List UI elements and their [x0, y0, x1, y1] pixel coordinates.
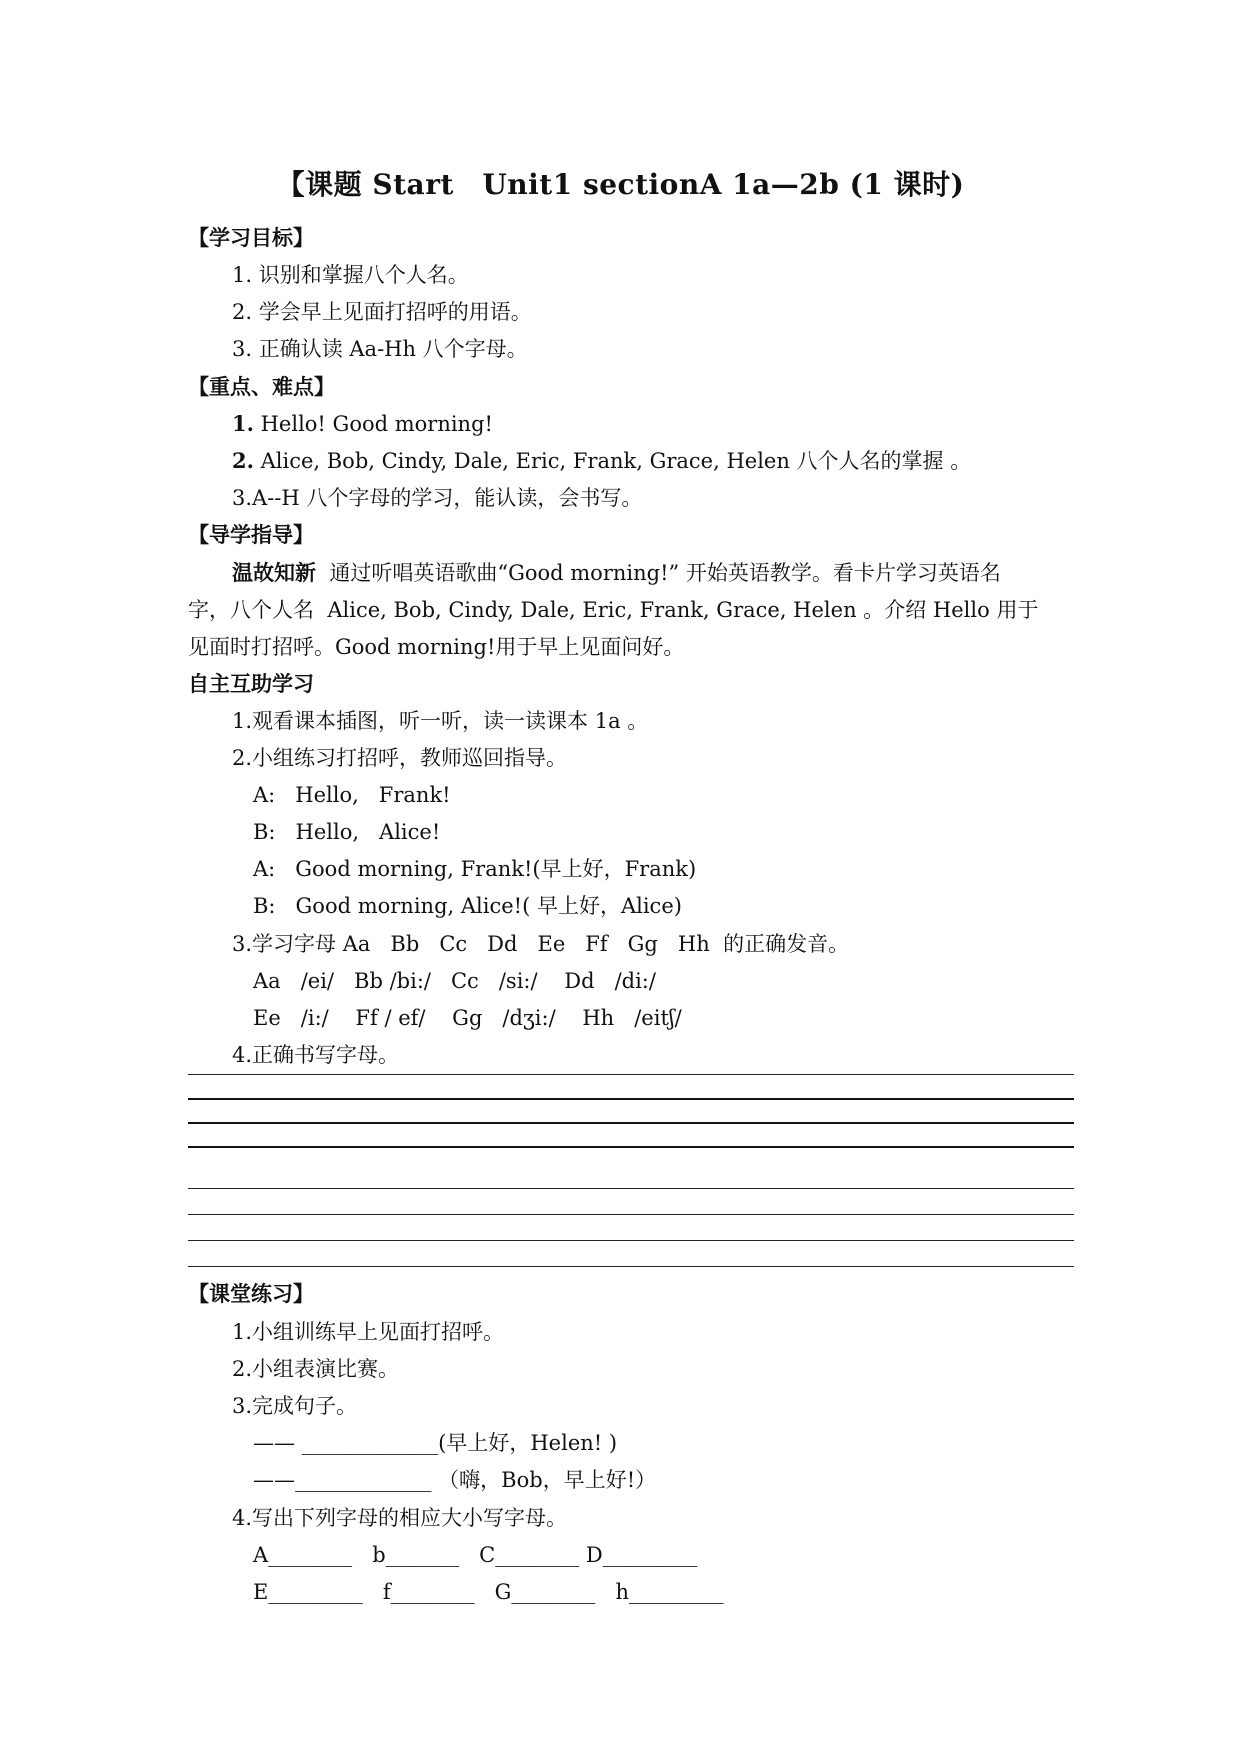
section-heading-guide: 【导学指导】: [188, 522, 314, 547]
study-step: 1.观看课本插图，听一听，读一读课本 1a 。: [232, 709, 649, 733]
section-heading-keypoints: 【重点、难点】: [188, 374, 335, 399]
phonetic-row: Ee /i:/ Ff / ef/ Gg /dʒi:/ Hh /eitʃ/: [253, 1006, 682, 1030]
goal-item: 2. 学会早上见面打招呼的用语。: [232, 300, 532, 324]
letter-blank-row: A________ b_______ C________ D_________: [253, 1543, 698, 1567]
keypoint-text: Alice, Bob, Cindy, Dale, Eric, Frank, Grace, Helen 八个人名的掌握 。: [253, 449, 972, 473]
keypoint-text: Hello! Good morning!: [253, 412, 493, 436]
study-step: 2.小组练习打招呼，教师巡回指导。: [232, 746, 568, 770]
letter-blank-row: E_________ f________ G________ h_________: [253, 1580, 724, 1604]
keypoint-number: 1.: [232, 411, 254, 436]
section-heading-practice: 【课堂练习】: [188, 1281, 314, 1306]
page-title: 【课题 Start Unit1 sectionA 1a—2b (1 课时): [276, 168, 965, 201]
study-step: 4.正确书写字母。: [232, 1043, 400, 1067]
study-step: 3.学习字母 Aa Bb Cc Dd Ee Ff Gg Hh 的正确发音。: [232, 932, 850, 956]
keypoint-item: 3.A--H 八个字母的学习，能认读，会书写。: [232, 486, 643, 510]
dialog-line: A: Good morning, Frank!(早上好，Frank): [253, 857, 697, 881]
review-text: 通过听唱英语歌曲“Good morning!” 开始英语教学。看卡片学习英语名: [316, 561, 1001, 585]
practice-item: 4.写出下列字母的相应大小写字母。: [232, 1506, 568, 1530]
practice-item: 3.完成句子。: [232, 1394, 358, 1418]
writing-line: [188, 1188, 1074, 1189]
keypoint-item: [232, 447, 971, 475]
phonetic-row: Aa /ei/ Bb /bi:/ Cc /si:/ Dd /di:/: [253, 969, 656, 993]
practice-item: 1.小组训练早上见面打招呼。: [232, 1320, 505, 1344]
writing-line: [188, 1098, 1074, 1100]
dialog-line: A: Hello, Frank!: [253, 783, 451, 807]
goal-item: 3. 正确认读 Aa-Hh 八个字母。: [232, 337, 528, 361]
dialog-line: B: Hello, Alice!: [253, 820, 441, 844]
review-label: 温故知新: [232, 560, 316, 585]
writing-line: [188, 1214, 1074, 1215]
writing-line: [188, 1266, 1074, 1267]
keypoint-item: [232, 410, 493, 438]
writing-line: [188, 1146, 1074, 1148]
fill-blank-sentence: ——_____________ （嗨，Bob，早上好!）: [253, 1468, 657, 1492]
section-heading-goals: 【学习目标】: [188, 225, 314, 250]
review-paragraph-line: 见面时打招呼。Good morning!用于早上见面问好。: [188, 635, 685, 659]
writing-line: [188, 1122, 1074, 1124]
review-paragraph-line: [232, 559, 1001, 587]
fill-blank-sentence: —— _____________(早上好，Helen! ): [253, 1431, 618, 1455]
dialog-line: B: Good morning, Alice!( 早上好，Alice): [253, 894, 682, 918]
review-paragraph-line: 字，八个人名 Alice, Bob, Cindy, Dale, Eric, Frank, Grace, Helen 。介绍 Hello 用于: [188, 598, 1039, 622]
keypoint-number: 2.: [232, 448, 254, 473]
practice-item: 2.小组表演比赛。: [232, 1357, 400, 1381]
section-heading-self-study: 自主互助学习: [188, 671, 314, 696]
writing-line: [188, 1074, 1074, 1075]
writing-line: [188, 1240, 1074, 1241]
goal-item: 1. 识别和掌握八个人名。: [232, 263, 469, 287]
